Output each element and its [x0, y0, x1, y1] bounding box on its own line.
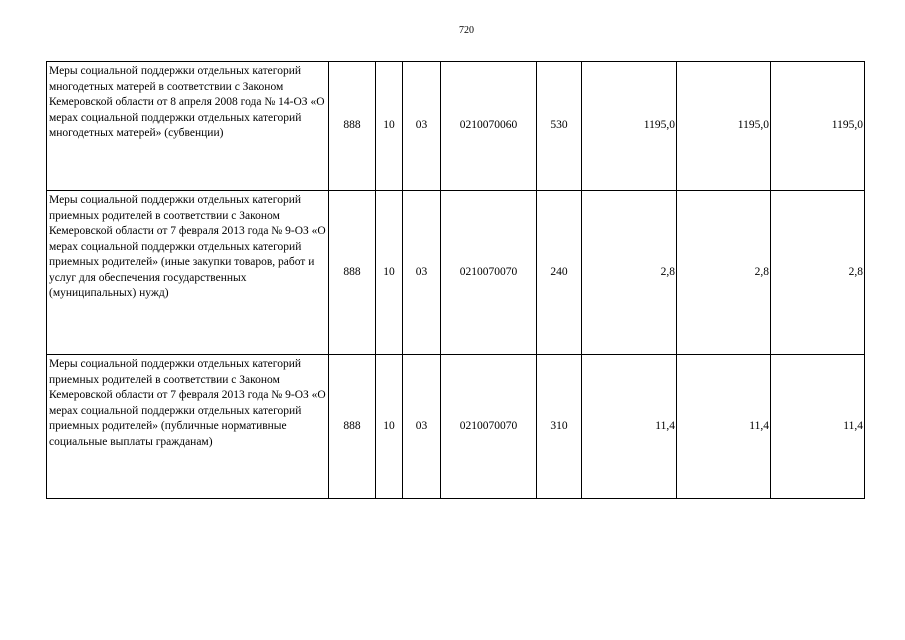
subsection-code: 03	[403, 191, 441, 355]
target-article-code: 0210070070	[441, 355, 537, 499]
amount-cell: 2,8	[677, 191, 771, 355]
amount-cell: 2,8	[582, 191, 677, 355]
row-description: Меры социальной поддержки отдельных категорий приемных родителей в соответствии с Законом Кемеровской области от 7 февраля 2013 года № 9-ОЗ «О мерах социальной поддержки отдельных категорий приемных родителей» (иные закупки товаров, работ и услуг для обеспечения государственных (муниципальных) нужд)	[47, 191, 329, 355]
table-row	[47, 355, 865, 499]
ministry-code: 888	[329, 355, 376, 499]
budget-table	[46, 61, 865, 499]
amount-cell: 2,8	[771, 191, 865, 355]
amount-cell: 1195,0	[677, 62, 771, 191]
amount-cell: 11,4	[677, 355, 771, 499]
amount-cell: 1195,0	[582, 62, 677, 191]
row-description: Меры социальной поддержки отдельных категорий приемных родителей в соответствии с Законом Кемеровской области от 7 февраля 2013 года № 9-ОЗ «О мерах социальной поддержки отдельных категорий приемных родителей» (публичные нормативные социальные выплаты гражданам)	[47, 355, 329, 499]
amount-cell: 11,4	[771, 355, 865, 499]
amount-cell: 11,4	[582, 355, 677, 499]
section-code: 10	[376, 191, 403, 355]
subsection-code: 03	[403, 62, 441, 191]
section-code: 10	[376, 62, 403, 191]
target-article-code: 0210070060	[441, 62, 537, 191]
expense-type-code: 240	[537, 191, 582, 355]
target-article-code: 0210070070	[441, 191, 537, 355]
page-number: 720	[459, 25, 474, 36]
table-row	[47, 62, 865, 191]
row-description: Меры социальной поддержки отдельных категорий многодетных матерей в соответствии с Законом Кемеровской области от 8 апреля 2008 года № 14-ОЗ «О мерах социальной поддержки отдельных категорий многодетных матерей» (субвенции)	[47, 62, 329, 191]
expense-type-code: 530	[537, 62, 582, 191]
amount-cell: 1195,0	[771, 62, 865, 191]
section-code: 10	[376, 355, 403, 499]
table-row	[47, 191, 865, 355]
ministry-code: 888	[329, 62, 376, 191]
expense-type-code: 310	[537, 355, 582, 499]
ministry-code: 888	[329, 191, 376, 355]
subsection-code: 03	[403, 355, 441, 499]
